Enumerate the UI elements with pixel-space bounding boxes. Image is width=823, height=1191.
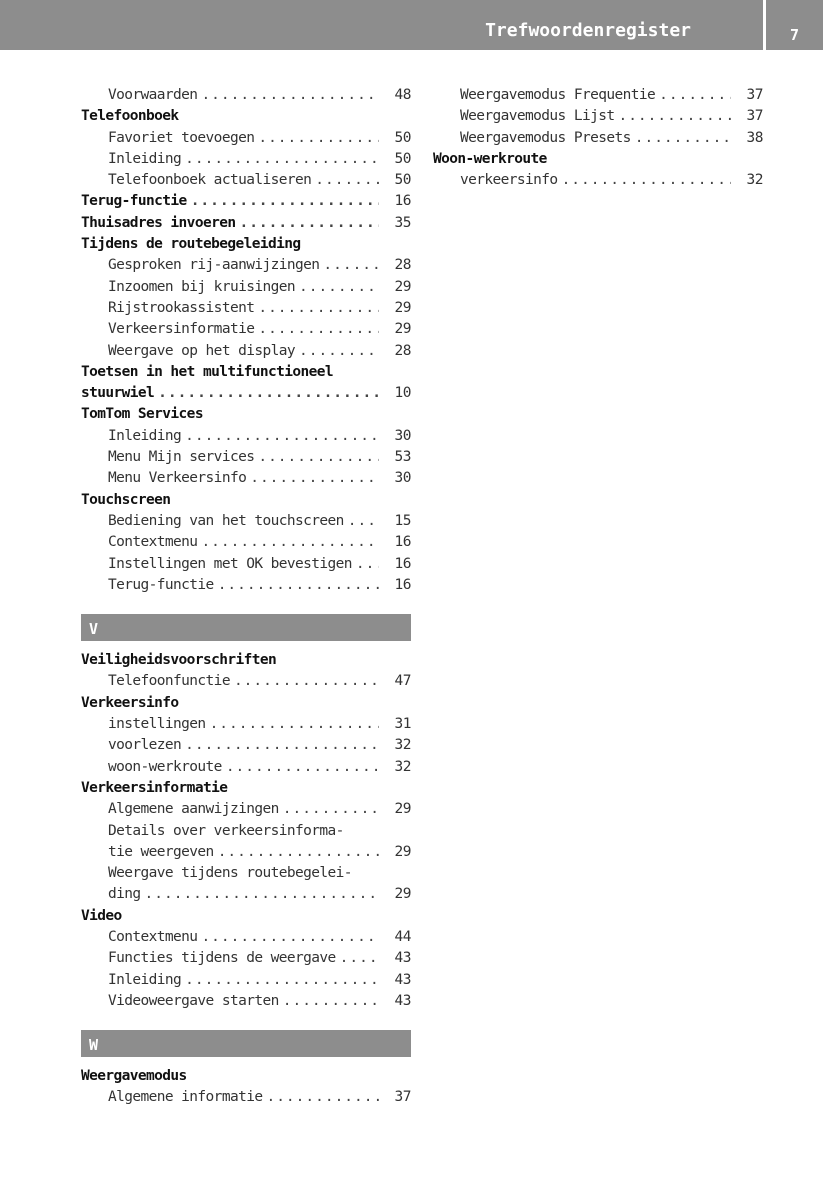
page-reference: 43 <box>394 950 411 967</box>
entry-label: Gesproken rij-aanwijzingen <box>108 257 320 274</box>
dot-leader <box>158 383 379 404</box>
dot-leader <box>201 927 379 948</box>
dot-leader <box>201 85 379 106</box>
entry-label: Touchscreen <box>81 491 171 508</box>
entry-label: woon-werkroute <box>108 758 222 775</box>
index-entry <box>81 799 411 820</box>
page-reference: 16 <box>394 555 411 572</box>
page-reference: 16 <box>394 193 411 210</box>
entry-label: Verkeersinfo <box>81 694 179 711</box>
entry-label: Bediening van het touchscreen <box>108 512 344 529</box>
dot-leader <box>185 149 379 170</box>
index-right-column <box>433 85 763 191</box>
index-entry <box>81 532 411 553</box>
entry-label: Weergavemodus Lijst <box>460 108 615 125</box>
dot-leader <box>618 106 731 127</box>
entry-label: Telefoonfunctie <box>108 673 230 690</box>
page-reference: 16 <box>394 576 411 593</box>
index-entry <box>81 863 411 884</box>
index-heading <box>81 383 411 404</box>
dot-leader <box>185 735 379 756</box>
dot-leader <box>250 468 379 489</box>
entry-label: Inleiding <box>108 150 182 167</box>
page-reference: 32 <box>394 737 411 754</box>
page-reference: 15 <box>394 512 411 529</box>
letter-heading: W <box>81 1030 411 1057</box>
dot-leader <box>226 757 379 778</box>
index-heading <box>81 1066 411 1087</box>
page-reference: 16 <box>394 534 411 551</box>
entry-label: Video <box>81 907 122 924</box>
index-entry <box>81 255 411 276</box>
entry-label: Details over verkeersinforma- <box>108 822 344 839</box>
entry-label: Verkeersinformatie <box>81 779 228 796</box>
index-heading <box>81 362 411 383</box>
dot-leader <box>266 1087 379 1108</box>
page-reference: 50 <box>394 150 411 167</box>
index-entry <box>81 735 411 756</box>
entry-label: Instellingen met OK bevestigen <box>108 555 352 572</box>
index-entry <box>81 554 411 575</box>
index-entry <box>81 447 411 468</box>
page-reference: 50 <box>394 129 411 146</box>
page-reference: 32 <box>394 758 411 775</box>
dot-leader <box>201 532 379 553</box>
dot-leader <box>659 85 731 106</box>
dot-leader <box>185 426 379 447</box>
index-entry <box>81 948 411 969</box>
index-entry <box>81 341 411 362</box>
page-reference: 43 <box>394 971 411 988</box>
entry-label: TomTom Services <box>81 406 203 423</box>
page-reference: 30 <box>394 427 411 444</box>
page-reference: 37 <box>394 1089 411 1106</box>
page-reference: 29 <box>394 886 411 903</box>
index-entry <box>81 468 411 489</box>
index-entry <box>433 170 763 191</box>
dot-leader <box>145 884 379 905</box>
index-entry <box>433 106 763 127</box>
entry-label: voorlezen <box>108 737 182 754</box>
entry-label: Contextmenu <box>108 928 198 945</box>
dot-leader <box>191 191 379 212</box>
entry-label: Terug-functie <box>108 576 214 593</box>
index-entry <box>81 277 411 298</box>
index-left-column <box>81 85 411 1109</box>
dot-leader <box>356 554 379 575</box>
entry-label: Verkeersinformatie <box>108 321 255 338</box>
page-reference: 37 <box>746 87 763 103</box>
dot-leader <box>239 213 379 234</box>
index-entry <box>81 319 411 340</box>
index-entry <box>81 426 411 447</box>
entry-label: stuurwiel <box>81 385 155 402</box>
index-entry <box>81 128 411 149</box>
entry-label: Veiligheidsvoorschriften <box>81 652 277 669</box>
index-heading <box>81 778 411 799</box>
index-entry <box>433 128 763 149</box>
entry-label: Weergave op het display <box>108 342 295 359</box>
index-heading <box>81 693 411 714</box>
entry-label: Toetsen in het multifunctioneel <box>81 363 334 380</box>
dot-leader <box>283 799 379 820</box>
index-entry <box>81 842 411 863</box>
entry-label: Menu Verkeersinfo <box>108 470 247 487</box>
page-reference: 28 <box>394 257 411 274</box>
entry-label: Functies tijdens de weergave <box>108 950 336 967</box>
entry-label: Weergavemodus Frequentie <box>460 87 656 103</box>
index-entry <box>433 85 763 106</box>
index-entry <box>81 884 411 905</box>
page-reference: 31 <box>394 716 411 733</box>
page-reference: 35 <box>394 214 411 231</box>
entry-label: ding <box>108 886 141 903</box>
page-reference: 48 <box>394 87 411 103</box>
index-entry <box>81 671 411 692</box>
page-reference: 29 <box>394 321 411 338</box>
page-reference: 38 <box>746 129 763 146</box>
index-entry <box>81 298 411 319</box>
dot-leader <box>299 341 379 362</box>
index-entry <box>81 714 411 735</box>
index-heading <box>81 906 411 927</box>
dot-leader <box>218 842 379 863</box>
index-heading <box>81 650 411 671</box>
index-entry <box>81 170 411 191</box>
page-reference: 47 <box>394 673 411 690</box>
index-entry <box>81 1087 411 1108</box>
page-reference: 29 <box>394 278 411 295</box>
dot-leader <box>283 991 379 1012</box>
index-heading <box>81 213 411 234</box>
entry-label: Inleiding <box>108 427 182 444</box>
dot-leader <box>299 277 379 298</box>
entry-label: Algemene informatie <box>108 1089 263 1106</box>
page-reference: 28 <box>394 342 411 359</box>
dot-leader <box>258 298 379 319</box>
dot-leader <box>323 255 379 276</box>
dot-leader <box>234 671 379 692</box>
page-reference: 29 <box>394 843 411 860</box>
index-heading <box>81 490 411 511</box>
page-reference: 29 <box>394 299 411 316</box>
entry-label: Rijstrookassistent <box>108 299 255 316</box>
index-entry <box>81 757 411 778</box>
page-number: 7 <box>766 0 823 50</box>
entry-label: Thuisadres invoeren <box>81 214 236 231</box>
page-reference: 10 <box>394 385 411 402</box>
page-header <box>0 0 763 50</box>
entry-label: Voorwaarden <box>108 87 198 103</box>
entry-label: Terug-functie <box>81 193 187 210</box>
dot-leader <box>185 970 379 991</box>
dot-leader <box>210 714 379 735</box>
index-entry <box>81 511 411 532</box>
dot-leader <box>340 948 379 969</box>
dot-leader <box>218 575 379 596</box>
entry-label: Menu Mijn services <box>108 449 255 466</box>
entry-label: instellingen <box>108 716 206 733</box>
entry-label: Telefoonboek <box>81 108 179 125</box>
entry-label: Weergavemodus Presets <box>460 129 631 146</box>
entry-label: tie weergeven <box>108 843 214 860</box>
dot-leader <box>258 128 379 149</box>
entry-label: Inleiding <box>108 971 182 988</box>
page-reference: 53 <box>394 449 411 466</box>
index-entry <box>81 970 411 991</box>
index-entry <box>81 991 411 1012</box>
dot-leader <box>258 319 379 340</box>
index-entry <box>81 575 411 596</box>
entry-label: Weergave tijdens routebegelei- <box>108 865 352 882</box>
page-reference: 44 <box>394 928 411 945</box>
entry-label: Woon-werkroute <box>433 150 547 167</box>
entry-label: Algemene aanwijzingen <box>108 801 279 818</box>
page-reference: 29 <box>394 801 411 818</box>
page-reference: 50 <box>394 172 411 189</box>
index-heading <box>81 404 411 425</box>
dot-leader <box>635 128 731 149</box>
entry-label: Contextmenu <box>108 534 198 551</box>
index-heading <box>433 149 763 170</box>
entry-label: Tijdens de routebegeleiding <box>81 236 301 253</box>
page-reference: 30 <box>394 470 411 487</box>
entry-label: Favoriet toevoegen <box>108 129 255 146</box>
index-entry <box>81 821 411 842</box>
index-heading <box>81 106 411 127</box>
dot-leader <box>315 170 379 191</box>
page-reference: 43 <box>394 992 411 1009</box>
entry-label: verkeersinfo <box>460 172 558 189</box>
dot-leader <box>258 447 379 468</box>
index-entry <box>81 149 411 170</box>
index-entry <box>81 927 411 948</box>
entry-label: Videoweergave starten <box>108 992 279 1009</box>
entry-label: Weergavemodus <box>81 1068 187 1085</box>
index-entry <box>81 85 411 106</box>
letter-heading: V <box>81 614 411 641</box>
entry-label: Inzoomen bij kruisingen <box>108 278 295 295</box>
page-reference: 32 <box>746 172 763 189</box>
index-heading <box>81 191 411 212</box>
index-heading <box>81 234 411 255</box>
section-title: Trefwoordenregister <box>485 20 691 41</box>
dot-leader <box>562 170 731 191</box>
dot-leader <box>348 511 379 532</box>
entry-label: Telefoonboek actualiseren <box>108 172 312 189</box>
page-reference: 37 <box>746 108 763 125</box>
